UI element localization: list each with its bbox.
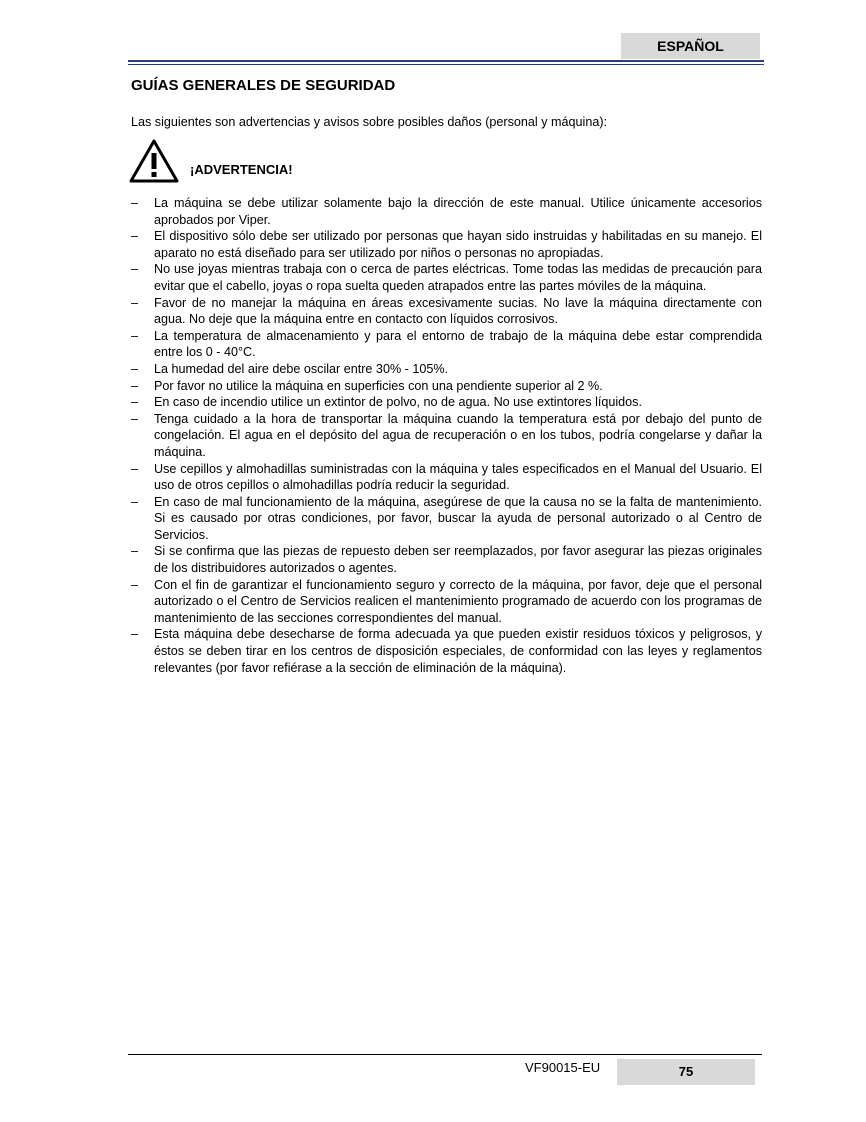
section-title: GUÍAS GENERALES DE SEGURIDAD (131, 77, 396, 94)
bullet-dash: – (131, 577, 139, 592)
bullet-dash: – (131, 461, 139, 476)
list-item (131, 295, 762, 328)
bullet-dash: – (131, 361, 139, 376)
list-item (131, 328, 762, 361)
list-item-text: La humedad del aire debe oscilar entre 30% - 105%. (154, 361, 449, 376)
list-item-text: Use cepillos y almohadillas suministradas con la máquina y tales especificados en el Manual del Usuario. El uso de otros cepillos o almohadillas podría reducir la seguridad. (154, 461, 762, 493)
list-item (131, 195, 762, 228)
warning-label: ¡ADVERTENCIA! (190, 162, 293, 177)
bullet-dash: – (131, 262, 139, 277)
list-item-text: No use joyas mientras trabaja con o cerca de partes eléctricas. Tome todas las medidas de precaución para evitar que el cabello, joyas o ropa suelta queden atrapados entre las partes móviles de la máquina. (154, 262, 762, 293)
list-item (131, 361, 762, 378)
bullet-dash: – (131, 196, 139, 210)
footer-rule (128, 1054, 762, 1055)
list-item-text: Con el fin de garantizar el funcionamiento seguro y correcto de la máquina, por favor, deje que el personal autorizado o el Centro de Servicios realicen el mantenimiento programado de acuerdo con los programas de mantenimiento de las secciones correspondientes del manual. (154, 577, 762, 625)
list-item (131, 626, 762, 676)
intro-text: Las siguientes son advertencias y avisos sobre posibles daños (personal y máquina): (131, 115, 608, 129)
warning-triangle-icon (128, 138, 180, 184)
list-item-text: En caso de incendio utilice un extintor de polvo, no de agua. No use extintores líquidos. (154, 395, 642, 410)
bullet-dash: – (131, 328, 139, 343)
document-code: VF90015-EU (525, 1060, 601, 1075)
language-tab: ESPAÑOL (621, 33, 760, 59)
bullet-dash: – (131, 627, 139, 642)
list-item (131, 411, 762, 461)
bullet-dash: – (131, 395, 139, 410)
list-item-text: La temperatura de almacenamiento y para el entorno de trabajo de la máquina debe estar comprendida entre los 0 - 40°C. (154, 328, 762, 360)
list-item-text: Si se confirma que las piezas de repuesto deben ser reemplazados, por favor asegurar las piezas originales de los distribuidores autorizados o agentes. (154, 544, 762, 576)
list-item (131, 577, 762, 627)
bullet-dash: – (131, 544, 139, 559)
list-item (131, 543, 762, 576)
bullet-dash: – (131, 295, 139, 310)
list-item (131, 494, 762, 544)
list-item-text: El dispositivo sólo debe ser utilizado por personas que hayan sido instruidas y habilitadas en su manejo. El aparato no está diseñado para ser utilizado por niños o personas no apropiadas. (154, 229, 762, 260)
list-item (131, 228, 762, 261)
bullet-dash: – (131, 229, 139, 244)
bullet-dash: – (131, 494, 139, 509)
list-item-text: En caso de mal funcionamiento de la máquina, asegúrese de que la causa no se la falta de mantenimiento. Si es causado por otras condiciones, por favor, buscar la ayuda de personal autorizado o al Centro de Servicios. (154, 494, 762, 542)
list-item (131, 378, 762, 395)
header-rule (128, 60, 764, 62)
list-item-text: Esta máquina debe desecharse de forma adecuada ya que pueden existir residuos tóxicos y peligrosos, y éstos se deben tirar en los centros de disposición especiales, de conformidad con las leyes y reglamentos relevantes (por favor refiérase a la sección de eliminación de la máquina). (154, 627, 762, 675)
list-item-text: Por favor no utilice la máquina en superficies con una pendiente superior al 2 %. (154, 378, 603, 393)
bullet-dash: – (131, 411, 139, 426)
list-item (131, 461, 762, 494)
list-item (131, 394, 762, 411)
list-item-text: Favor de no manejar la máquina en áreas excesivamente sucias. No lave la máquina directamente con agua. No deje que la máquina entre en contacto con líquidos corrosivos. (154, 295, 762, 327)
bullet-dash: – (131, 378, 139, 393)
page-number: 75 (617, 1059, 755, 1085)
list-item-text: La máquina se debe utilizar solamente bajo la dirección de este manual. Utilice únicamente accesorios aprobados por Viper. (154, 196, 762, 227)
list-item-text: Tenga cuidado a la hora de transportar la máquina cuando la temperatura está por debajo del punto de congelación. El agua en el depósito del agua de recuperación o en los tubos, podría congelarse y dañar la máquina. (154, 411, 762, 459)
list-item (131, 261, 762, 294)
warning-list (131, 195, 762, 676)
header-rule-thin (128, 64, 764, 65)
